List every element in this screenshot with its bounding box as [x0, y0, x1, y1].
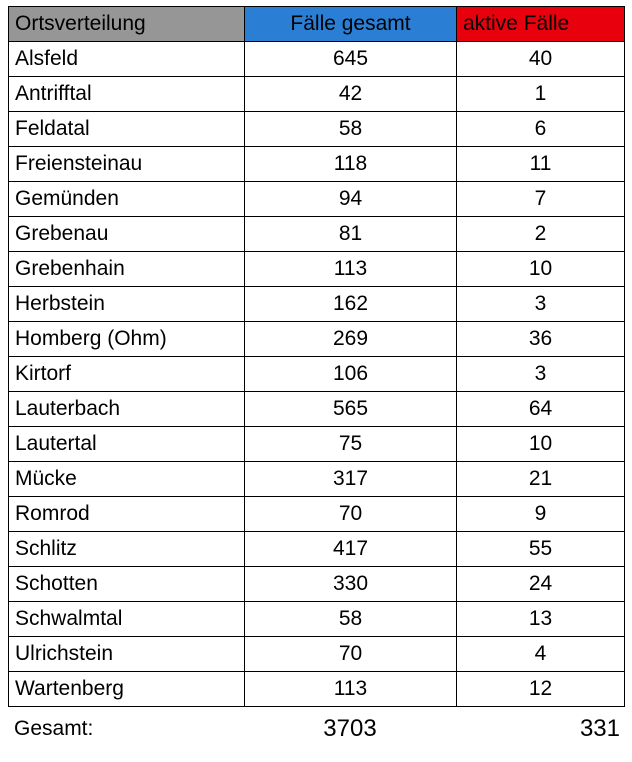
- cell-active: 7: [457, 182, 625, 217]
- table-row: [9, 532, 625, 567]
- cell-location: Lautertal: [9, 427, 245, 462]
- cell-total: 417: [245, 532, 457, 567]
- cell-active: 6: [457, 112, 625, 147]
- cell-location: Lauterbach: [9, 392, 245, 427]
- cell-location: Schlitz: [9, 532, 245, 567]
- cell-active: 11: [457, 147, 625, 182]
- table-row: [9, 322, 625, 357]
- cell-total: 42: [245, 77, 457, 112]
- cell-total: 330: [245, 567, 457, 602]
- table-row: [9, 182, 625, 217]
- cell-location: Homberg (Ohm): [9, 322, 245, 357]
- cell-location: Schwalmtal: [9, 602, 245, 637]
- cell-location: Feldatal: [9, 112, 245, 147]
- cell-active: 64: [457, 392, 625, 427]
- cell-total: 58: [245, 112, 457, 147]
- column-header-total-cases: Fälle gesamt: [245, 7, 457, 42]
- cell-active: 10: [457, 427, 625, 462]
- cell-location: Alsfeld: [9, 42, 245, 77]
- cell-total: 113: [245, 252, 457, 287]
- table-row: [9, 462, 625, 497]
- totals-row: [8, 709, 624, 749]
- cell-location: Schotten: [9, 567, 245, 602]
- table-header-row: [9, 7, 625, 42]
- table-row: [9, 217, 625, 252]
- column-header-active-cases: aktive Fälle: [457, 7, 625, 42]
- table-body: [9, 42, 625, 707]
- cell-total: 58: [245, 602, 457, 637]
- table-row: [9, 427, 625, 462]
- totals-active-cases: 331: [579, 715, 620, 742]
- cell-location: Gemünden: [9, 182, 245, 217]
- cell-total: 113: [245, 672, 457, 707]
- cell-active: 55: [457, 532, 625, 567]
- cell-total: 75: [245, 427, 457, 462]
- cell-total: 94: [245, 182, 457, 217]
- table-row: [9, 602, 625, 637]
- cell-location: Ulrichstein: [9, 637, 245, 672]
- cell-location: Romrod: [9, 497, 245, 532]
- cell-total: 106: [245, 357, 457, 392]
- table-row: [9, 112, 625, 147]
- table-row: [9, 357, 625, 392]
- cell-active: 3: [457, 357, 625, 392]
- table-row: [9, 497, 625, 532]
- cell-active: 3: [457, 287, 625, 322]
- cell-active: 9: [457, 497, 625, 532]
- table-row: [9, 672, 625, 707]
- cell-total: 317: [245, 462, 457, 497]
- cell-active: 2: [457, 217, 625, 252]
- cell-total: 118: [245, 147, 457, 182]
- table-row: [9, 77, 625, 112]
- table-row: [9, 567, 625, 602]
- table-row: [9, 287, 625, 322]
- cell-location: Mücke: [9, 462, 245, 497]
- cell-total: 269: [245, 322, 457, 357]
- table-row: [9, 637, 625, 672]
- table-row: [9, 42, 625, 77]
- cell-location: Antrifftal: [9, 77, 245, 112]
- cell-total: 565: [245, 392, 457, 427]
- totals-label: Gesamt:: [14, 717, 94, 740]
- cell-active: 24: [457, 567, 625, 602]
- cell-location: Kirtorf: [9, 357, 245, 392]
- totals-total-cases: 3703: [323, 715, 377, 742]
- cell-active: 4: [457, 637, 625, 672]
- table-row: [9, 252, 625, 287]
- cell-total: 645: [245, 42, 457, 77]
- cell-location: Grebenhain: [9, 252, 245, 287]
- cell-location: Wartenberg: [9, 672, 245, 707]
- cell-total: 70: [245, 497, 457, 532]
- cell-total: 70: [245, 637, 457, 672]
- cell-active: 12: [457, 672, 625, 707]
- case-distribution-table: [8, 6, 625, 707]
- cell-location: Freiensteinau: [9, 147, 245, 182]
- cell-active: 36: [457, 322, 625, 357]
- cell-active: 21: [457, 462, 625, 497]
- table-row: [9, 392, 625, 427]
- cell-active: 13: [457, 602, 625, 637]
- table-row: [9, 147, 625, 182]
- cell-total: 81: [245, 217, 457, 252]
- column-header-location: Ortsverteilung: [9, 7, 245, 42]
- cell-active: 1: [457, 77, 625, 112]
- cell-active: 10: [457, 252, 625, 287]
- cell-location: Herbstein: [9, 287, 245, 322]
- cell-active: 40: [457, 42, 625, 77]
- cell-location: Grebenau: [9, 217, 245, 252]
- cell-total: 162: [245, 287, 457, 322]
